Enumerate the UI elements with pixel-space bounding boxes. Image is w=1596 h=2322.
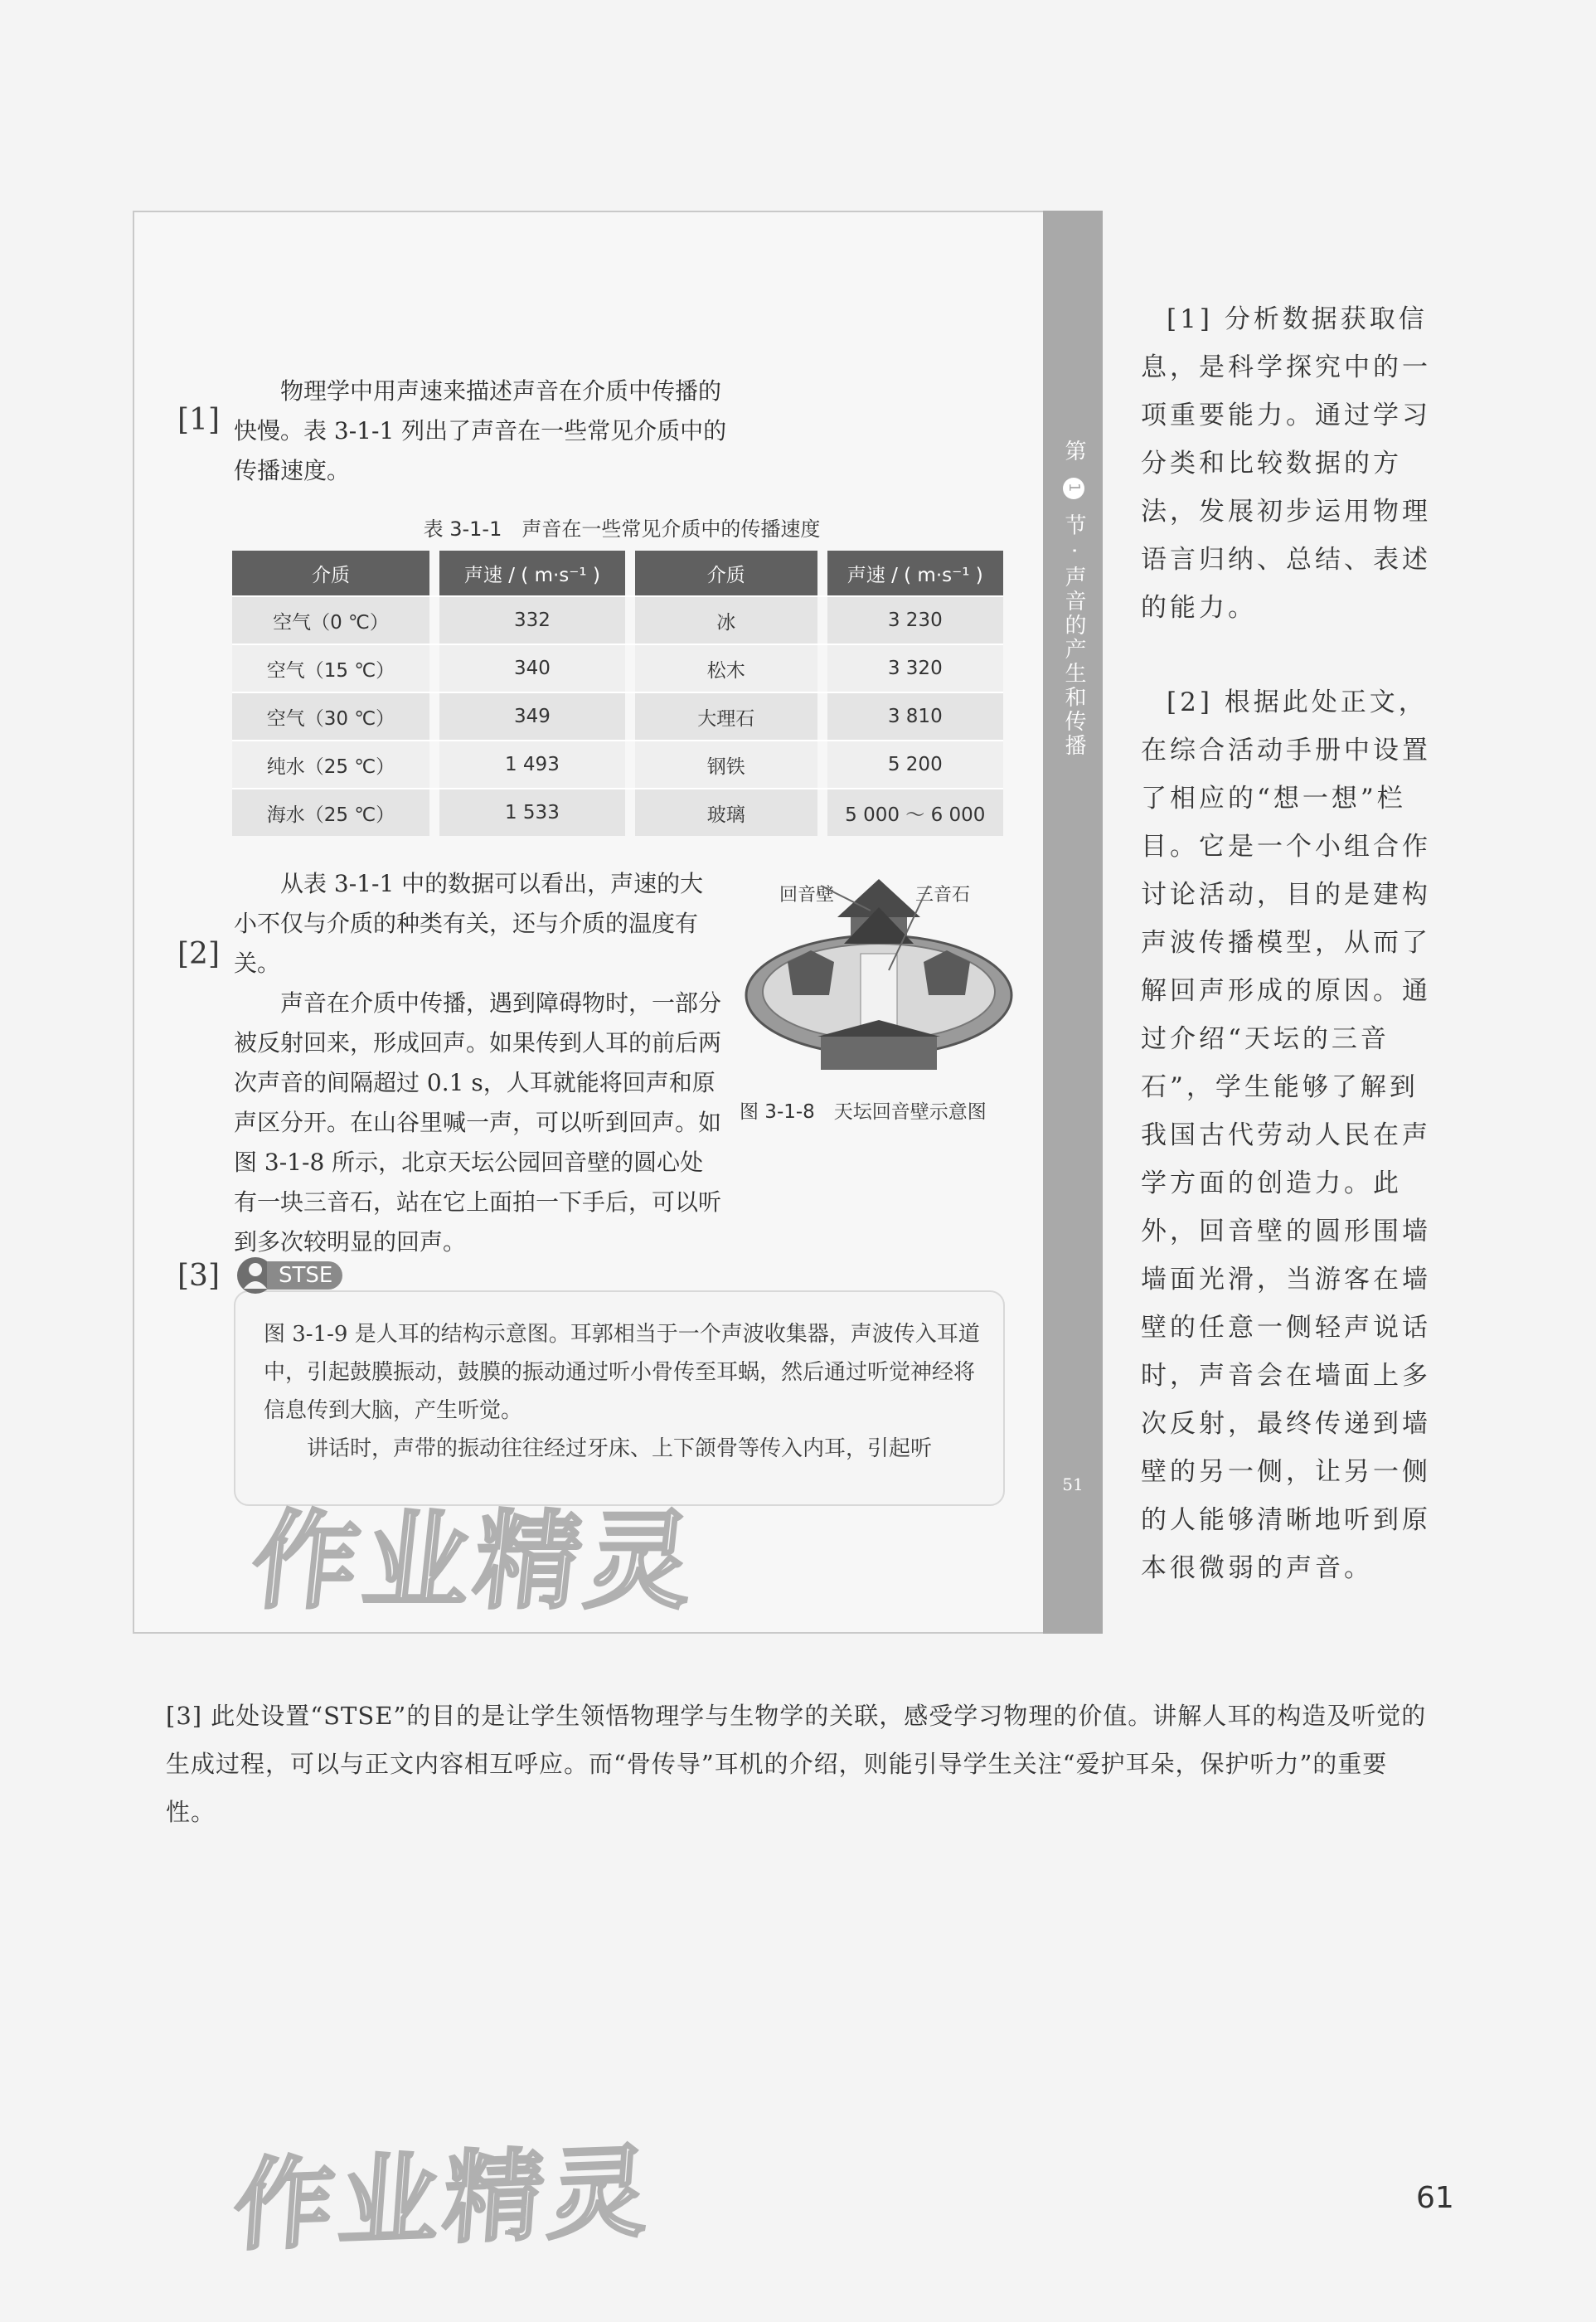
cell-medium-left: 海水（25 ℃） xyxy=(232,788,429,836)
table-row xyxy=(232,595,1003,644)
cell-medium-right: 大理石 xyxy=(635,692,817,740)
header-medium-2: 介质 xyxy=(635,551,817,595)
paragraph-1 xyxy=(234,372,731,491)
table-row xyxy=(232,692,1003,740)
header-speed-1: 声速 / ( m·s⁻¹ ) xyxy=(439,551,625,595)
paragraph-2a-text: 从表 3-1-1 中的数据可以看出，声速的大小不仅与介质的种类有关，还与介质的温度有关。 xyxy=(234,870,704,977)
cell-speed-right: 3 810 xyxy=(827,692,1003,740)
stse-paragraph-2: 讲话时，声带的振动往往经过牙床、上下颌骨等传入内耳，引起听 xyxy=(307,1436,933,1461)
watermark-top: 作业精灵 xyxy=(245,1500,704,1624)
cell-speed-left: 332 xyxy=(439,595,625,644)
table-row xyxy=(232,788,1003,836)
chapter-side-strip xyxy=(1043,211,1103,1634)
figure-label-echo-wall: 回音壁 xyxy=(779,885,835,906)
cell-medium-left: 纯水（25 ℃） xyxy=(232,740,429,788)
paragraph-2 xyxy=(234,864,721,1262)
cell-medium-left: 空气（15 ℃） xyxy=(232,644,429,692)
table-header-row xyxy=(232,551,1003,595)
cell-speed-right: 5 200 xyxy=(827,740,1003,788)
cell-medium-right: 冰 xyxy=(635,595,817,644)
table-row xyxy=(232,740,1003,788)
cell-medium-right: 玻璃 xyxy=(635,788,817,836)
cell-medium-left: 空气（30 ℃） xyxy=(232,692,429,740)
stse-content xyxy=(264,1315,985,1468)
table-caption: 表 3-1-1 声音在一些常见介质中的传播速度 xyxy=(423,517,821,541)
stse-label: STSE xyxy=(267,1261,342,1290)
side-note-2 xyxy=(1141,678,1433,1592)
marker-2: [2] xyxy=(177,937,220,971)
stse-badge xyxy=(235,1257,342,1294)
figure-label-three-sound-stone: 三音石 xyxy=(915,885,971,906)
echo-wall-illustration xyxy=(738,871,1020,1086)
sound-speed-table xyxy=(232,551,1003,836)
chapter-title xyxy=(1056,440,1089,758)
chapter-prefix: 第 xyxy=(1061,440,1086,464)
watermark-bottom: 作业精灵 xyxy=(230,2135,657,2265)
cell-medium-right: 松木 xyxy=(635,644,817,692)
chapter-name: 节 · 声音的产生和传播 xyxy=(1061,513,1086,759)
cell-medium-right: 钢铁 xyxy=(635,740,817,788)
header-speed-2: 声速 / ( m·s⁻¹ ) xyxy=(827,551,1003,595)
side-note-1 xyxy=(1141,295,1433,632)
bottom-note-text: [3] 此处设置“STSE”的目的是让学生领悟物理学与生物学的关联，感受学习物理的价值。讲解人耳的构造及听觉的生成过程，可以与正文内容相互呼应。而“骨传导”耳机的介绍，则能引导学生关注“爱护耳朵，保护听力”的重要性。 xyxy=(166,1702,1427,1826)
figure-caption: 图 3-1-8 天坛回音壁示意图 xyxy=(740,1101,987,1123)
stse-paragraph-1: 图 3-1-9 是人耳的结构示意图。耳郭相当于一个声波收集器，声波传入耳道中，引起鼓膜振动，鼓膜的振动通过听小骨传至耳蜗，然后通过听觉神经将信息传到大脑，产生听觉。 xyxy=(264,1322,980,1423)
cell-speed-left: 1 493 xyxy=(439,740,625,788)
cell-medium-left: 空气（0 ℃） xyxy=(232,595,429,644)
marker-3: [3] xyxy=(177,1259,220,1293)
side-note-2-text: [2] 根据此处正文，在综合活动手册中设置了相应的“想一想”栏目。它是一个小组合作讨论活动，目的是建构声波传播模型，从而了解回声形成的原因。通过介绍“天坛的三音石”，学生能够了解到我国古代劳动人民在声学方面的创造力。此外，回音壁的圆形围墙墙面光滑，当游客在墙壁的任意一侧轻声说话时，声音会在墙面上多次反射，最终传递到墙壁的另一侧，让另一侧的人能够清晰地听到原本很微弱的声音。 xyxy=(1141,687,1431,1583)
bottom-note xyxy=(166,1692,1434,1836)
cell-speed-right: 5 000 ～ 6 000 xyxy=(827,788,1003,836)
book-page-number: 51 xyxy=(1062,1474,1084,1494)
table-row xyxy=(232,644,1003,692)
marker-1: [1] xyxy=(177,403,220,437)
side-note-1-text: [1] 分析数据获取信息，是科学探究中的一项重要能力。通过学习分类和比较数据的方法，发展初步运用物理语言归纳、总结、表述的能力。 xyxy=(1141,304,1431,623)
page-number: 61 xyxy=(1416,2181,1454,2215)
header-medium-1: 介质 xyxy=(232,551,429,595)
cell-speed-left: 349 xyxy=(439,692,625,740)
cell-speed-right: 3 230 xyxy=(827,595,1003,644)
paragraph-2b-text: 声音在介质中传播，遇到障碍物时，一部分被反射回来，形成回声。如果传到人耳的前后两次声音的间隔超过 0.1 s，人耳就能将回声和原声区分开。在山谷里喊一声，可以听到回声。如图 3-1-8 所示，北京天坛公园回音壁的圆心处有一块三音石，站在它上面拍一下手后，可以听到多次较明显的回声。 xyxy=(234,989,722,1256)
cell-speed-left: 340 xyxy=(439,644,625,692)
chapter-number-badge: 1 xyxy=(1063,478,1084,499)
cell-speed-left: 1 533 xyxy=(439,788,625,836)
cell-speed-right: 3 320 xyxy=(827,644,1003,692)
paragraph-1-text: 物理学中用声速来描述声音在介质中传播的快慢。表 3-1-1 列出了声音在一些常见介质中的传播速度。 xyxy=(234,377,727,484)
